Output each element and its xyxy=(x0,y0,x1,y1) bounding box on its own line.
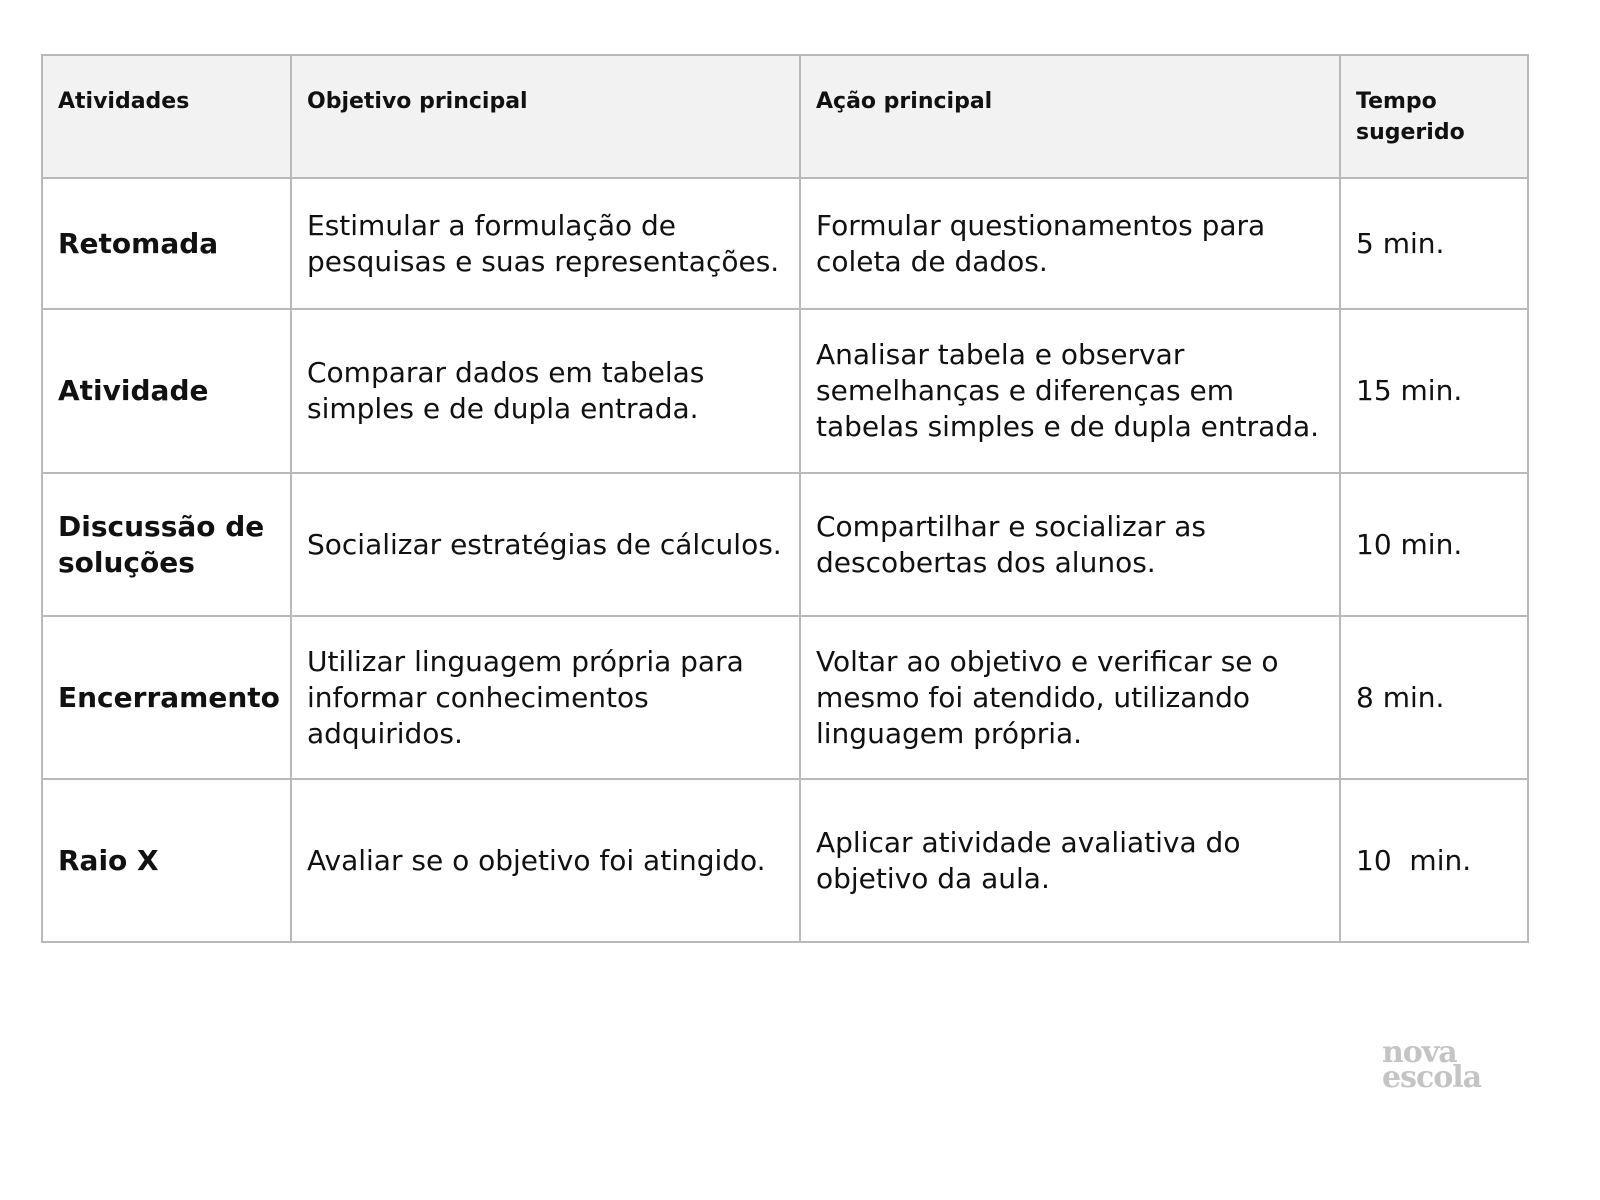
cell-atividade: Discussão de soluções xyxy=(42,473,291,616)
table-row xyxy=(42,178,1528,309)
cell-atividade: Raio X xyxy=(42,779,291,942)
cell-tempo: 5 min. xyxy=(1340,178,1528,309)
cell-acao: Voltar ao objetivo e verificar se o mesmo foi atendido, utilizando linguagem própria. xyxy=(800,616,1340,779)
cell-atividade: Retomada xyxy=(42,178,291,309)
cell-acao: Formular questionamentos para coleta de dados. xyxy=(800,178,1340,309)
lesson-plan-table xyxy=(41,54,1529,943)
cell-objetivo: Avaliar se o objetivo foi atingido. xyxy=(291,779,800,942)
cell-atividade: Atividade xyxy=(42,309,291,473)
table-row xyxy=(42,309,1528,473)
logo-line-escola: escola xyxy=(1382,1060,1482,1095)
cell-tempo: 10 min. xyxy=(1340,473,1528,616)
header-objetivo: Objetivo principal xyxy=(291,55,800,178)
cell-tempo: 8 min. xyxy=(1340,616,1528,779)
cell-objetivo: Comparar dados em tabelas simples e de dupla entrada. xyxy=(291,309,800,473)
cell-acao: Aplicar atividade avaliativa do objetivo da aula. xyxy=(800,779,1340,942)
cell-objetivo: Socializar estratégias de cálculos. xyxy=(291,473,800,616)
header-atividades: Atividades xyxy=(42,55,291,178)
table-row xyxy=(42,616,1528,779)
table-header-row xyxy=(42,55,1528,178)
logo-line-nova: nova xyxy=(1382,1035,1457,1070)
cell-acao: Compartilhar e socializar as descobertas dos alunos. xyxy=(800,473,1340,616)
cell-objetivo: Estimular a formulação de pesquisas e suas representações. xyxy=(291,178,800,309)
table-row xyxy=(42,779,1528,942)
header-tempo: Tempo sugerido xyxy=(1340,55,1528,178)
cell-acao: Analisar tabela e observar semelhanças e diferenças em tabelas simples e de dupla entrada. xyxy=(800,309,1340,473)
cell-tempo: 10 min. xyxy=(1340,779,1528,942)
table-row xyxy=(42,473,1528,616)
cell-objetivo: Utilizar linguagem própria para informar conhecimentos adquiridos. xyxy=(291,616,800,779)
header-acao: Ação principal xyxy=(800,55,1340,178)
nova-escola-logo xyxy=(1382,1035,1482,1095)
cell-atividade: Encerramento xyxy=(42,616,291,779)
cell-tempo: 15 min. xyxy=(1340,309,1528,473)
